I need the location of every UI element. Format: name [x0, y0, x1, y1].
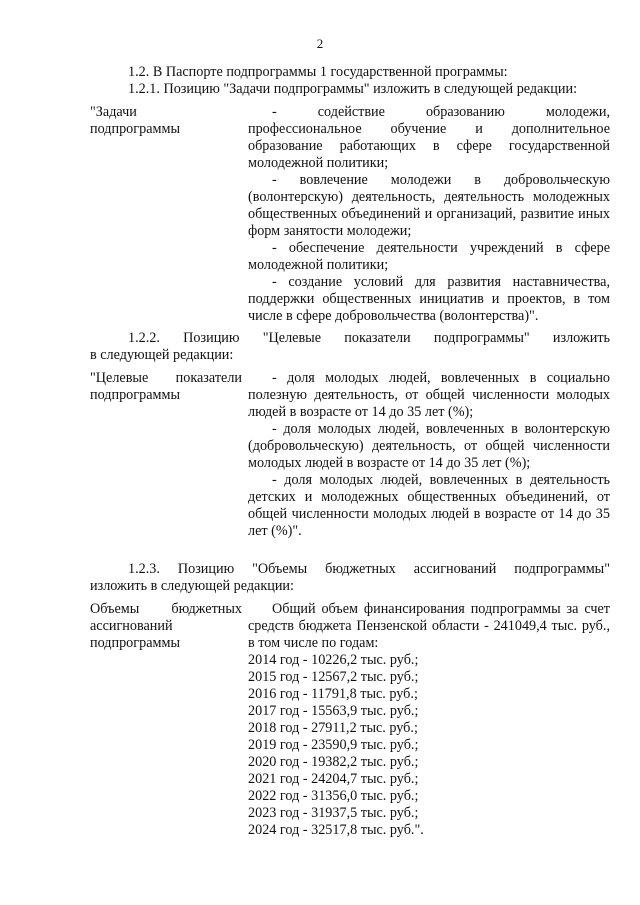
funding-label [90, 601, 242, 652]
tasks-item: - содействие образованию молодежи, профессиональное обучение и дополнительное образование работающих в сфере государственной молодежной политики; [248, 104, 610, 171]
tasks-label [90, 104, 242, 138]
indicators-item: - доля молодых людей, вовлеченных в деятельность детских и молодежных общественных объединений, от общей численности молодых людей в возрасте от 14 до 35 лет (%)". [248, 472, 610, 539]
funding-year-row: 2016 год - 11791,8 тыс. руб.; [248, 686, 418, 702]
tasks-label-line2: подпрограммы [90, 121, 180, 137]
tasks-block [90, 104, 610, 326]
section-1-2-2-heading-line1: 1.2.2. Позицию "Целевые показатели подпрограммы" изложить [128, 330, 610, 346]
funding-label-line2: ассигнований [90, 618, 173, 634]
section-1-2-3-heading-line1: 1.2.3. Позицию "Объемы бюджетных ассигнований подпрограммы" [128, 561, 610, 577]
indicators-label-line1: "Целевые показатели [90, 370, 242, 386]
indicators-list [248, 370, 610, 540]
tasks-list [248, 104, 610, 325]
indicators-item: - доля молодых людей, вовлеченных в социально полезную деятельность, от общей численности молодых людей в возрасте от 14 до 35 лет (%); [248, 370, 610, 420]
section-1-2-heading: 1.2. В Паспорте подпрограммы 1 государственной программы: [128, 64, 508, 80]
indicators-item: - доля молодых людей, вовлеченных в волонтерскую (добровольческую) деятельность, от общей численности молодых людей в возрасте от 14 до 35 лет (%); [248, 421, 610, 471]
tasks-item: - обеспечение деятельности учреждений в сфере молодежной политики; [248, 240, 610, 273]
funding-intro: Общий объем финансирования подпрограммы за счет средств бюджета Пензенской области - 241049,4 тыс. руб., в том числе по годам: [248, 601, 610, 651]
funding-year-row: 2020 год - 19382,2 тыс. руб.; [248, 754, 419, 770]
funding-year-row: 2023 год - 31937,5 тыс. руб.; [248, 805, 419, 821]
funding-year-row: 2019 год - 23590,9 тыс. руб.; [248, 737, 419, 753]
tasks-item: - вовлечение молодежи в добровольческую (волонтерскую) деятельность, деятельность молодежных общественных объединений и организаций, развитие иных форм занятости молодежи; [248, 172, 610, 239]
funding-details [248, 601, 610, 839]
funding-label-line1: Объемы бюджетных [90, 601, 242, 617]
funding-year-row: 2017 год - 15563,9 тыс. руб.; [248, 703, 419, 719]
indicators-block [90, 370, 610, 555]
section-1-2-1-heading: 1.2.1. Позицию "Задачи подпрограммы" изложить в следующей редакции: [128, 81, 578, 97]
page-number: 2 [316, 36, 324, 51]
funding-year-row: 2018 год - 27911,2 тыс. руб.; [248, 720, 418, 736]
funding-block [90, 601, 610, 841]
tasks-item: - создание условий для развития наставничества, поддержки общественных инициатив и проектов, в том числе в сфере добровольчества (волонтерства)". [248, 274, 610, 324]
funding-label-line3: подпрограммы [90, 635, 180, 651]
indicators-label [90, 370, 242, 404]
indicators-label-line2: подпрограммы [90, 387, 180, 403]
funding-year-row: 2024 год - 32517,8 тыс. руб.". [248, 822, 424, 838]
tasks-label-line1: "Задачи [90, 104, 137, 120]
funding-year-row: 2015 год - 12567,2 тыс. руб.; [248, 669, 419, 685]
section-1-2-2-heading-line2: в следующей редакции: [90, 347, 234, 363]
section-1-2-3-heading-line2: изложить в следующей редакции: [90, 578, 294, 594]
funding-year-row: 2021 год - 24204,7 тыс. руб.; [248, 771, 419, 787]
funding-year-row: 2022 год - 31356,0 тыс. руб.; [248, 788, 419, 804]
funding-year-row: 2014 год - 10226,2 тыс. руб.; [248, 652, 419, 668]
